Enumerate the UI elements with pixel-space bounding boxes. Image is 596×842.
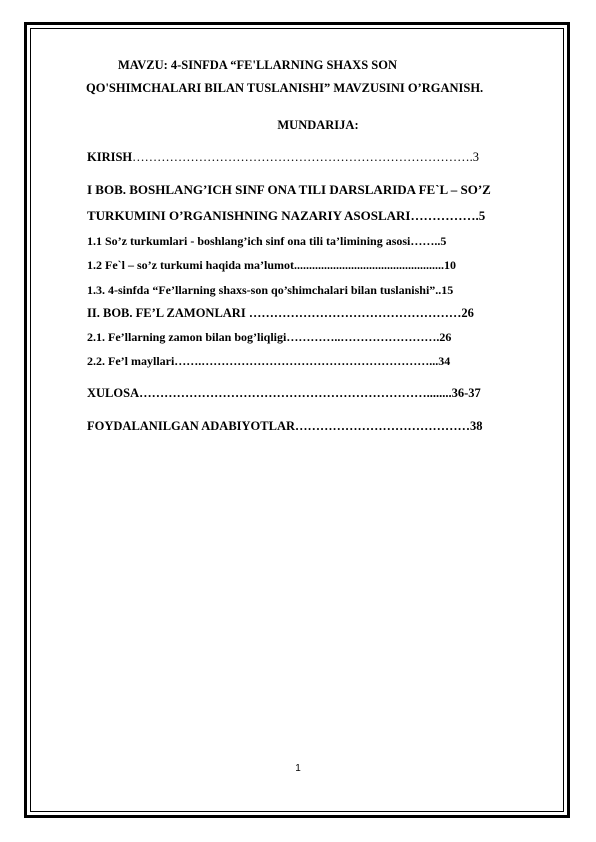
toc-entry-bob1-line2: TURKUMINI O’RGANISHNING NAZARIY ASOSLARI…………….5 xyxy=(87,208,486,223)
toc-entry-1-3: 1.3. 4-sinfda “Fe’llarning shaxs-son qo’shimchalari bilan tuslanishi”..15 xyxy=(87,283,454,297)
toc-entry-2-2: 2.2. Fe’l mayllari…….…………………………………………………...34 xyxy=(87,354,451,368)
toc-entry-xulosa: XULOSA……………………………………………………………........36-37 xyxy=(87,386,481,400)
toc-kirish-leader: ………………………………………………………………………. xyxy=(132,150,473,164)
page-number: 1 xyxy=(295,763,301,774)
toc-kirish-page: 3 xyxy=(472,150,480,164)
toc-entry-foydalanilgan-adabiyotlar: FOYDALANILGAN ADABIYOTLAR……………………………………38 xyxy=(87,419,483,433)
contents-heading: MUNDARIJA: xyxy=(277,118,359,132)
toc-entry-bob1-line1: I BOB. BOSHLANG’ICH SINF ONA TILI DARSLARIDA FE`L – SO’Z xyxy=(87,182,491,197)
toc-entry-1-1: 1.1 So’z turkumlari - boshlang’ich sinf ona tili ta’limining asosi……..5 xyxy=(87,234,447,248)
toc-entry-bob2: II. BOB. FE’L ZAMONLARI ……………………………………………26 xyxy=(87,306,474,320)
title-line-1: MAVZU: 4-SINFDA “FE'LLARNING SHAXS SON xyxy=(118,58,397,72)
toc-kirish-label: KIRISH xyxy=(87,150,133,164)
title-line-2: QO'SHIMCHALARI BILAN TUSLANISHI” MAVZUSINI O’RGANISH. xyxy=(86,81,484,95)
toc-entry-1-2: 1.2 Fe`l – so’z turkumi haqida ma’lumot..................................................10 xyxy=(87,258,456,272)
toc-entry-2-1: 2.1. Fe’llarning zamon bilan bog’liqligi…………..…………………….26 xyxy=(87,330,452,344)
toc-entry-kirish xyxy=(87,149,479,165)
